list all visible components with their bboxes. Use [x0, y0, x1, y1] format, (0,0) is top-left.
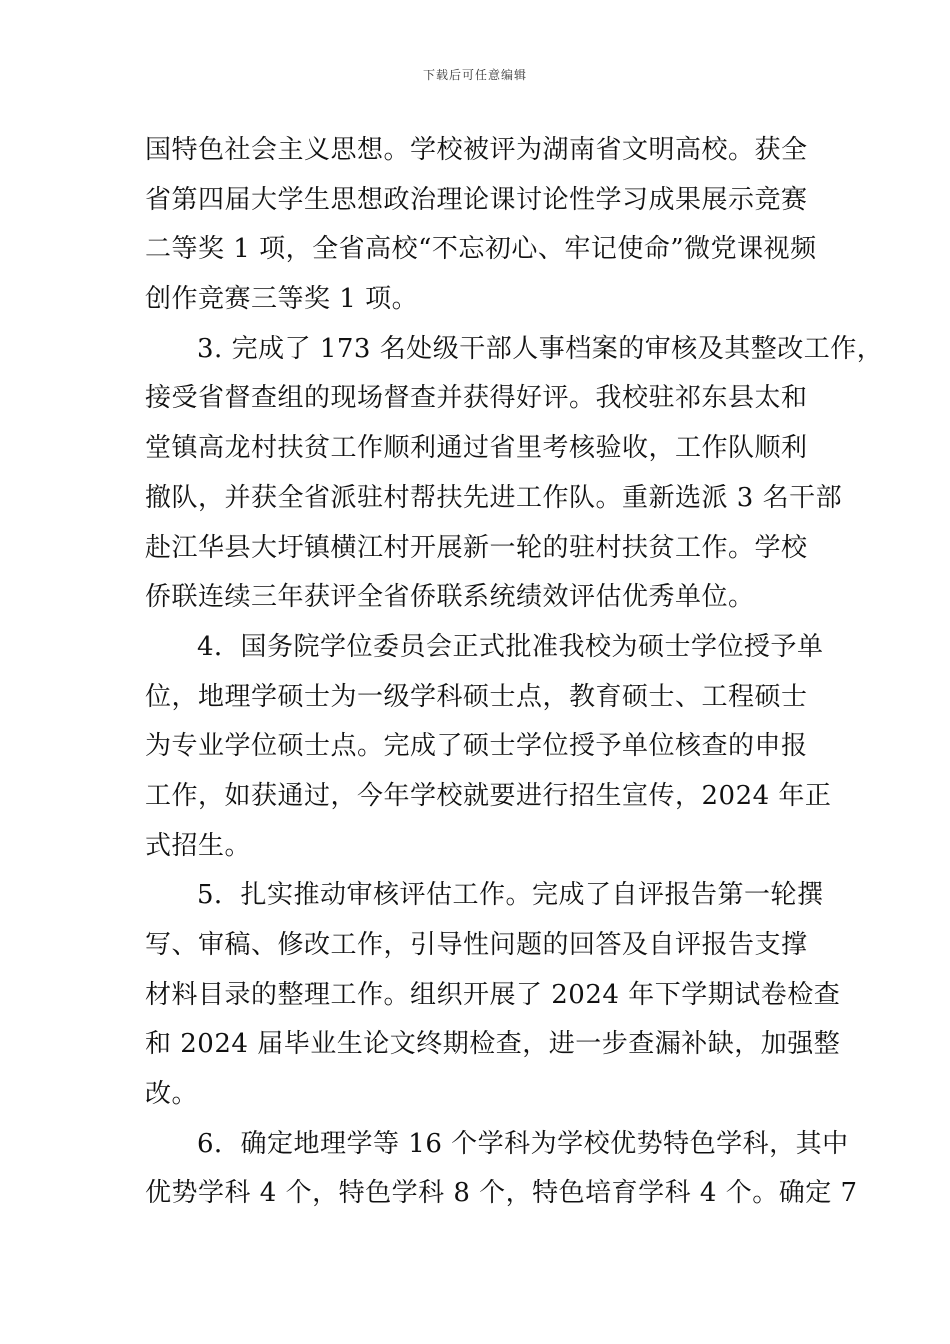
- text-line: 位，地理学硕士为一级学科硕士点，教育硕士、工程硕士: [145, 681, 808, 712]
- text-line: 侨联连续三年获评全省侨联系统绩效评估优秀单位。: [145, 582, 755, 613]
- text-line: 创作竞赛三等奖 1 项。: [145, 284, 419, 315]
- text-line: 写、审稿、修改工作，引导性问题的回答及自评报告支撑: [145, 930, 808, 960]
- text-line: 优势学科 4 个，特色学科 8 个，特色培育学科 4 个。确定 7: [145, 1178, 858, 1209]
- text-line: 堂镇高龙村扶贫工作顺利通过省里考核验收，工作队顺利: [145, 433, 808, 464]
- page-header: 下载后可任意编辑: [422, 68, 527, 82]
- text-line: 接受省督查组的现场督查并获得好评。我校驻祁东县太和: [145, 383, 808, 414]
- text-line: 改。: [145, 1079, 199, 1110]
- text-line: 和 2024 届毕业生论文终期检查，进一步查漏补缺，加强整: [145, 1029, 841, 1060]
- text-line: 工作，如获通过，今年学校就要进行招生宣传，2024 年正: [145, 780, 832, 811]
- text-line: 撤队，并获全省派驻村帮扶先进工作队。重新选派 3 名干部: [145, 482, 843, 513]
- paragraph-start-line: 4．国务院学位委员会正式批准我校为硕士学位授予单: [197, 631, 824, 662]
- text-line: 式招生。: [145, 830, 252, 861]
- paragraph-start-line: 3. 完成了 173 名处级干部人事档案的审核及其整改工作，: [197, 333, 884, 364]
- paragraph-start-line: 5．扎实推动审核评估工作。完成了自评报告第一轮撰: [197, 880, 824, 911]
- text-line: 省第四届大学生思想政治理论课讨论性学习成果展示竞赛: [145, 184, 808, 215]
- text-line: 二等奖 1 项，全省高校“不忘初心、牢记使命”微党课视频: [145, 234, 817, 265]
- paragraph-start-line: 6．确定地理学等 16 个学科为学校优势特色学科，其中: [197, 1128, 849, 1159]
- text-line: 材料目录的整理工作。组织开展了 2024 年下学期试卷检查: [145, 979, 841, 1010]
- text-line: 赴江华县大圩镇横江村开展新一轮的驻村扶贫工作。学校: [145, 532, 808, 563]
- text-line: 国特色社会主义思想。学校被评为湖南省文明高校。获全: [145, 135, 808, 165]
- text-line: 为专业学位硕士点。完成了硕士学位授予单位核查的申报: [145, 731, 808, 762]
- document-body: [145, 126, 884, 1219]
